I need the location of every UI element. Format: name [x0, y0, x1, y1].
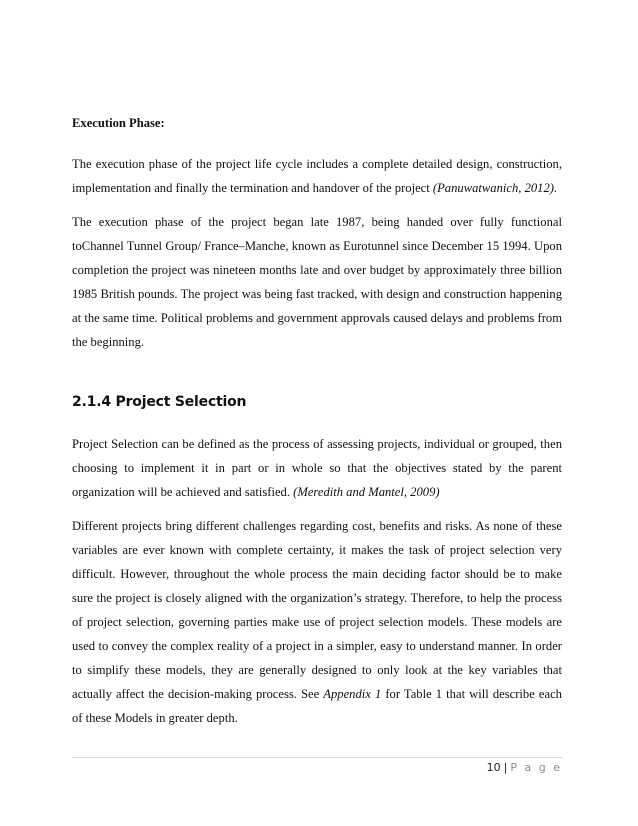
footer-separator: | [503, 761, 508, 774]
execution-phase-heading: Execution Phase: [72, 116, 165, 130]
selection-paragraph-2-text-a: Different projects bring different challenges regarding cost, benefits and risks. As none of these variables are ever known with complete certainty, it makes the task of project selection very difficult. However, throughout the whole process the main deciding factor should be to make sure the project is closely aligned with the organization’s strategy. Therefore, to help the process of project selection, governing parties make use of project selection models. These models are used to convey the complex reality of a project in a simpler, easy to understand manner. In order to simplify these models, they are generally designed to only look at the key variables that actually affect the decision-making process. See [72, 519, 562, 701]
page-footer [487, 761, 562, 774]
selection-paragraph-2 [72, 514, 562, 730]
execution-paragraph-1-text: The execution phase of the project life cycle includes a complete detailed design, construction, implementation and finally the termination and handover of the project [72, 157, 562, 195]
page-content [72, 115, 562, 740]
citation-panuwatwanich: (Panuwatwanich, 2012). [432, 181, 558, 195]
selection-paragraph-2-text-b: for Table 1 that will describe each of these Models in greater depth. [72, 687, 562, 725]
selection-paragraph-1 [72, 432, 562, 504]
citation-meredith-mantel: (Meredith and Mantel, 2009) [293, 485, 440, 499]
selection-paragraph-1-text: Project Selection can be defined as the process of assessing projects, individual or grouped, then choosing to implement it in part or in whole so that the objectives stated by the parent organization will be achieved and satisfied. [72, 437, 562, 499]
execution-paragraph-1 [72, 152, 562, 200]
execution-paragraph-2: The execution phase of the project began late 1987, being handed over fully functional toChannel Tunnel Group/ France–Manche, known as Eurotunnel since December 15 1994. Upon completion the project was nineteen months late and over budget by approximately three billion 1985 British pounds. The project was being fast tracked, with design and construction happening at the same time. Political problems and government approvals caused delays and problems from the beginning. [72, 215, 562, 349]
section-title-project-selection: 2.1.4 Project Selection [72, 394, 247, 410]
page-number: 10 [486, 761, 501, 774]
appendix-reference: Appendix 1 [323, 687, 382, 701]
footer-divider [72, 757, 562, 758]
page-label: P a g e [510, 761, 562, 774]
